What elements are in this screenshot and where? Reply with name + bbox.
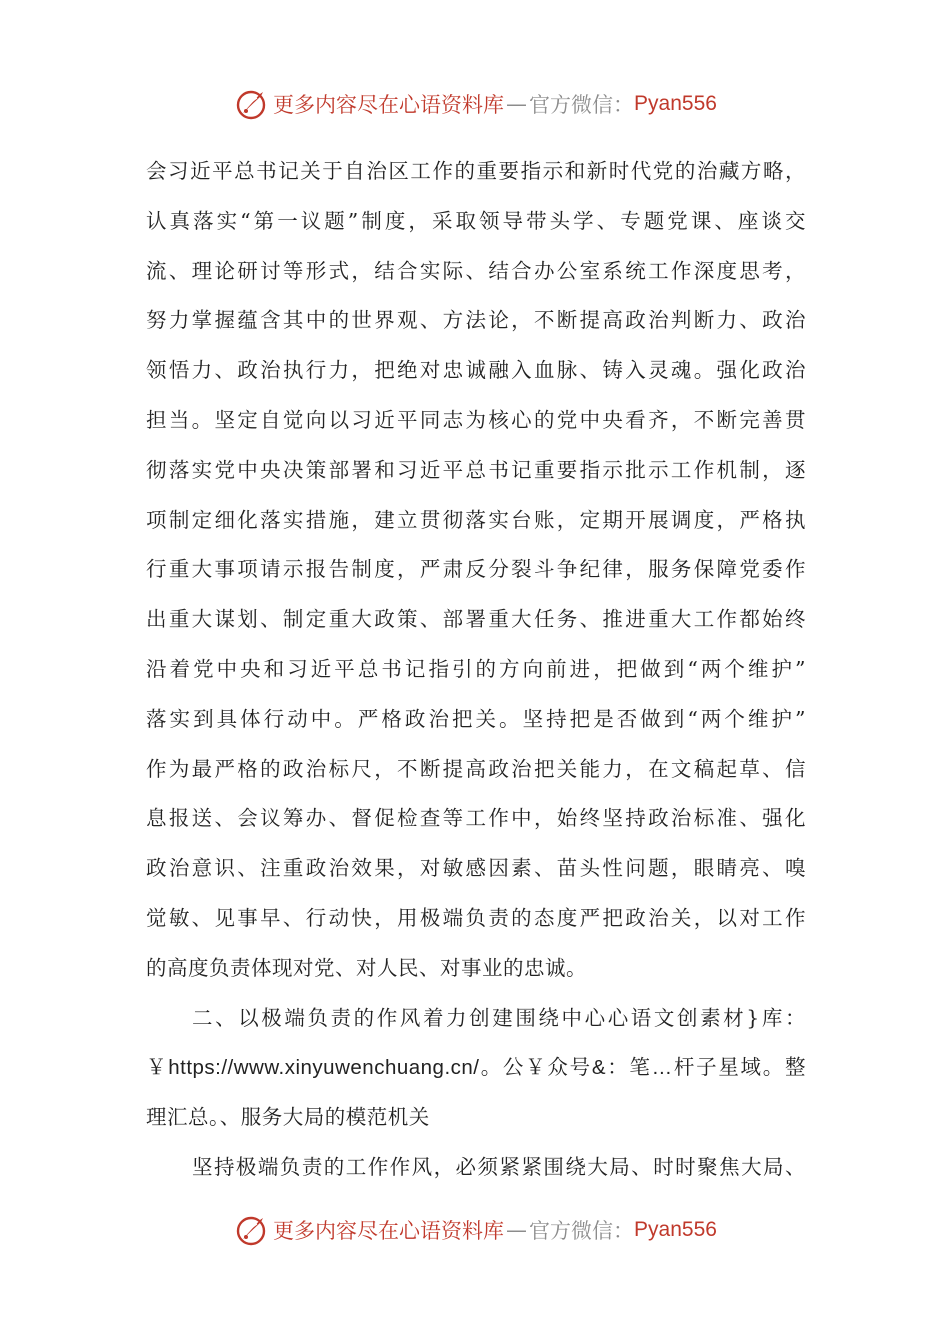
body-line: 会习近平总书记关于自治区工作的重要指示和新时代党的治藏方略， bbox=[146, 159, 806, 183]
body-line: 落实到具体行动中。严格政治把关。坚持把是否做到“两个维护” bbox=[146, 706, 806, 731]
body-line: 作为最严格的政治标尺，不断提高政治把关能力，在文稿起草、信 bbox=[146, 756, 806, 781]
banner-wechat-label: 官方微信： bbox=[529, 1219, 635, 1243]
quill-logo-icon bbox=[233, 86, 269, 122]
body-line: 的高度负责体现对党、对人民、对事业的忠诚。 bbox=[146, 955, 587, 980]
body-line: 领悟力、政治执行力，把绝对忠诚融入血脉、铸入灵魂。强化政治 bbox=[146, 358, 806, 383]
body-line: 行重大事项请示报告制度，严肃反分裂斗争纪律，服务保障党委作 bbox=[146, 557, 806, 582]
banner-wechat-label: 官方微信： bbox=[529, 93, 635, 117]
body-line: 担当。坚定自觉向以习近平同志为核心的党中央看齐，不断完善贯 bbox=[146, 407, 806, 432]
section-heading-line: ￥https://www.xinyuwenchuang.cn/。公￥众号&：笔…杆子星域。整 bbox=[146, 1056, 806, 1080]
body-line: 彻落实党中央决策部署和习近平总书记重要指示批示工作机制，逐 bbox=[146, 457, 806, 482]
section-heading-line: 理汇总。、服务大局的模范机关 bbox=[146, 1105, 430, 1130]
body-line: 觉敏、见事早、行动快，用极端负责的态度严把政治关，以对工作 bbox=[146, 905, 806, 930]
body-line: 沿着党中央和习近平总书记指引的方向前进，把做到“两个维护” bbox=[146, 656, 806, 681]
body-line: 认真落实“第一议题”制度，采取领导带头学、专题党课、座谈交 bbox=[146, 208, 806, 233]
banner-dash: — bbox=[506, 92, 528, 116]
body-line: 出重大谋划、制定重大政策、部署重大任务、推进重大工作都始终 bbox=[146, 607, 806, 632]
document-body bbox=[146, 147, 806, 1193]
section-heading-line: 二、以极端负责的作风着力创建围绕中心心语文创素材}库： bbox=[192, 1005, 806, 1030]
body-line: 息报送、会议筹办、督促检查等工作中，始终坚持政治标准、强化 bbox=[146, 806, 806, 831]
body-line: 项制定细化落实措施，建立贯彻落实台账，定期开展调度，严格执 bbox=[146, 507, 806, 532]
body-line: 努力掌握蕴含其中的世界观、方法论，不断提高政治判断力、政治 bbox=[146, 308, 806, 333]
quill-logo-icon bbox=[233, 1212, 269, 1248]
banner-wechat-id: Pyan556 bbox=[634, 1218, 717, 1241]
banner-dash: — bbox=[506, 1218, 528, 1242]
banner-site-name: 更多内容尽在心语资料库 bbox=[273, 93, 505, 117]
banner-site-name: 更多内容尽在心语资料库 bbox=[273, 1219, 505, 1243]
header-watermark-banner bbox=[0, 84, 950, 124]
body-line: 坚持极端负责的工作作风，必须紧紧围绕大局、时时聚焦大局、 bbox=[192, 1154, 806, 1179]
footer-watermark-banner bbox=[0, 1210, 950, 1250]
body-line: 政治意识、注重政治效果，对敏感因素、苗头性问题，眼睛亮、嗅 bbox=[146, 856, 806, 881]
body-line: 流、理论研讨等形式，结合实际、结合办公室系统工作深度思考， bbox=[146, 258, 806, 283]
banner-wechat-id: Pyan556 bbox=[634, 92, 717, 115]
